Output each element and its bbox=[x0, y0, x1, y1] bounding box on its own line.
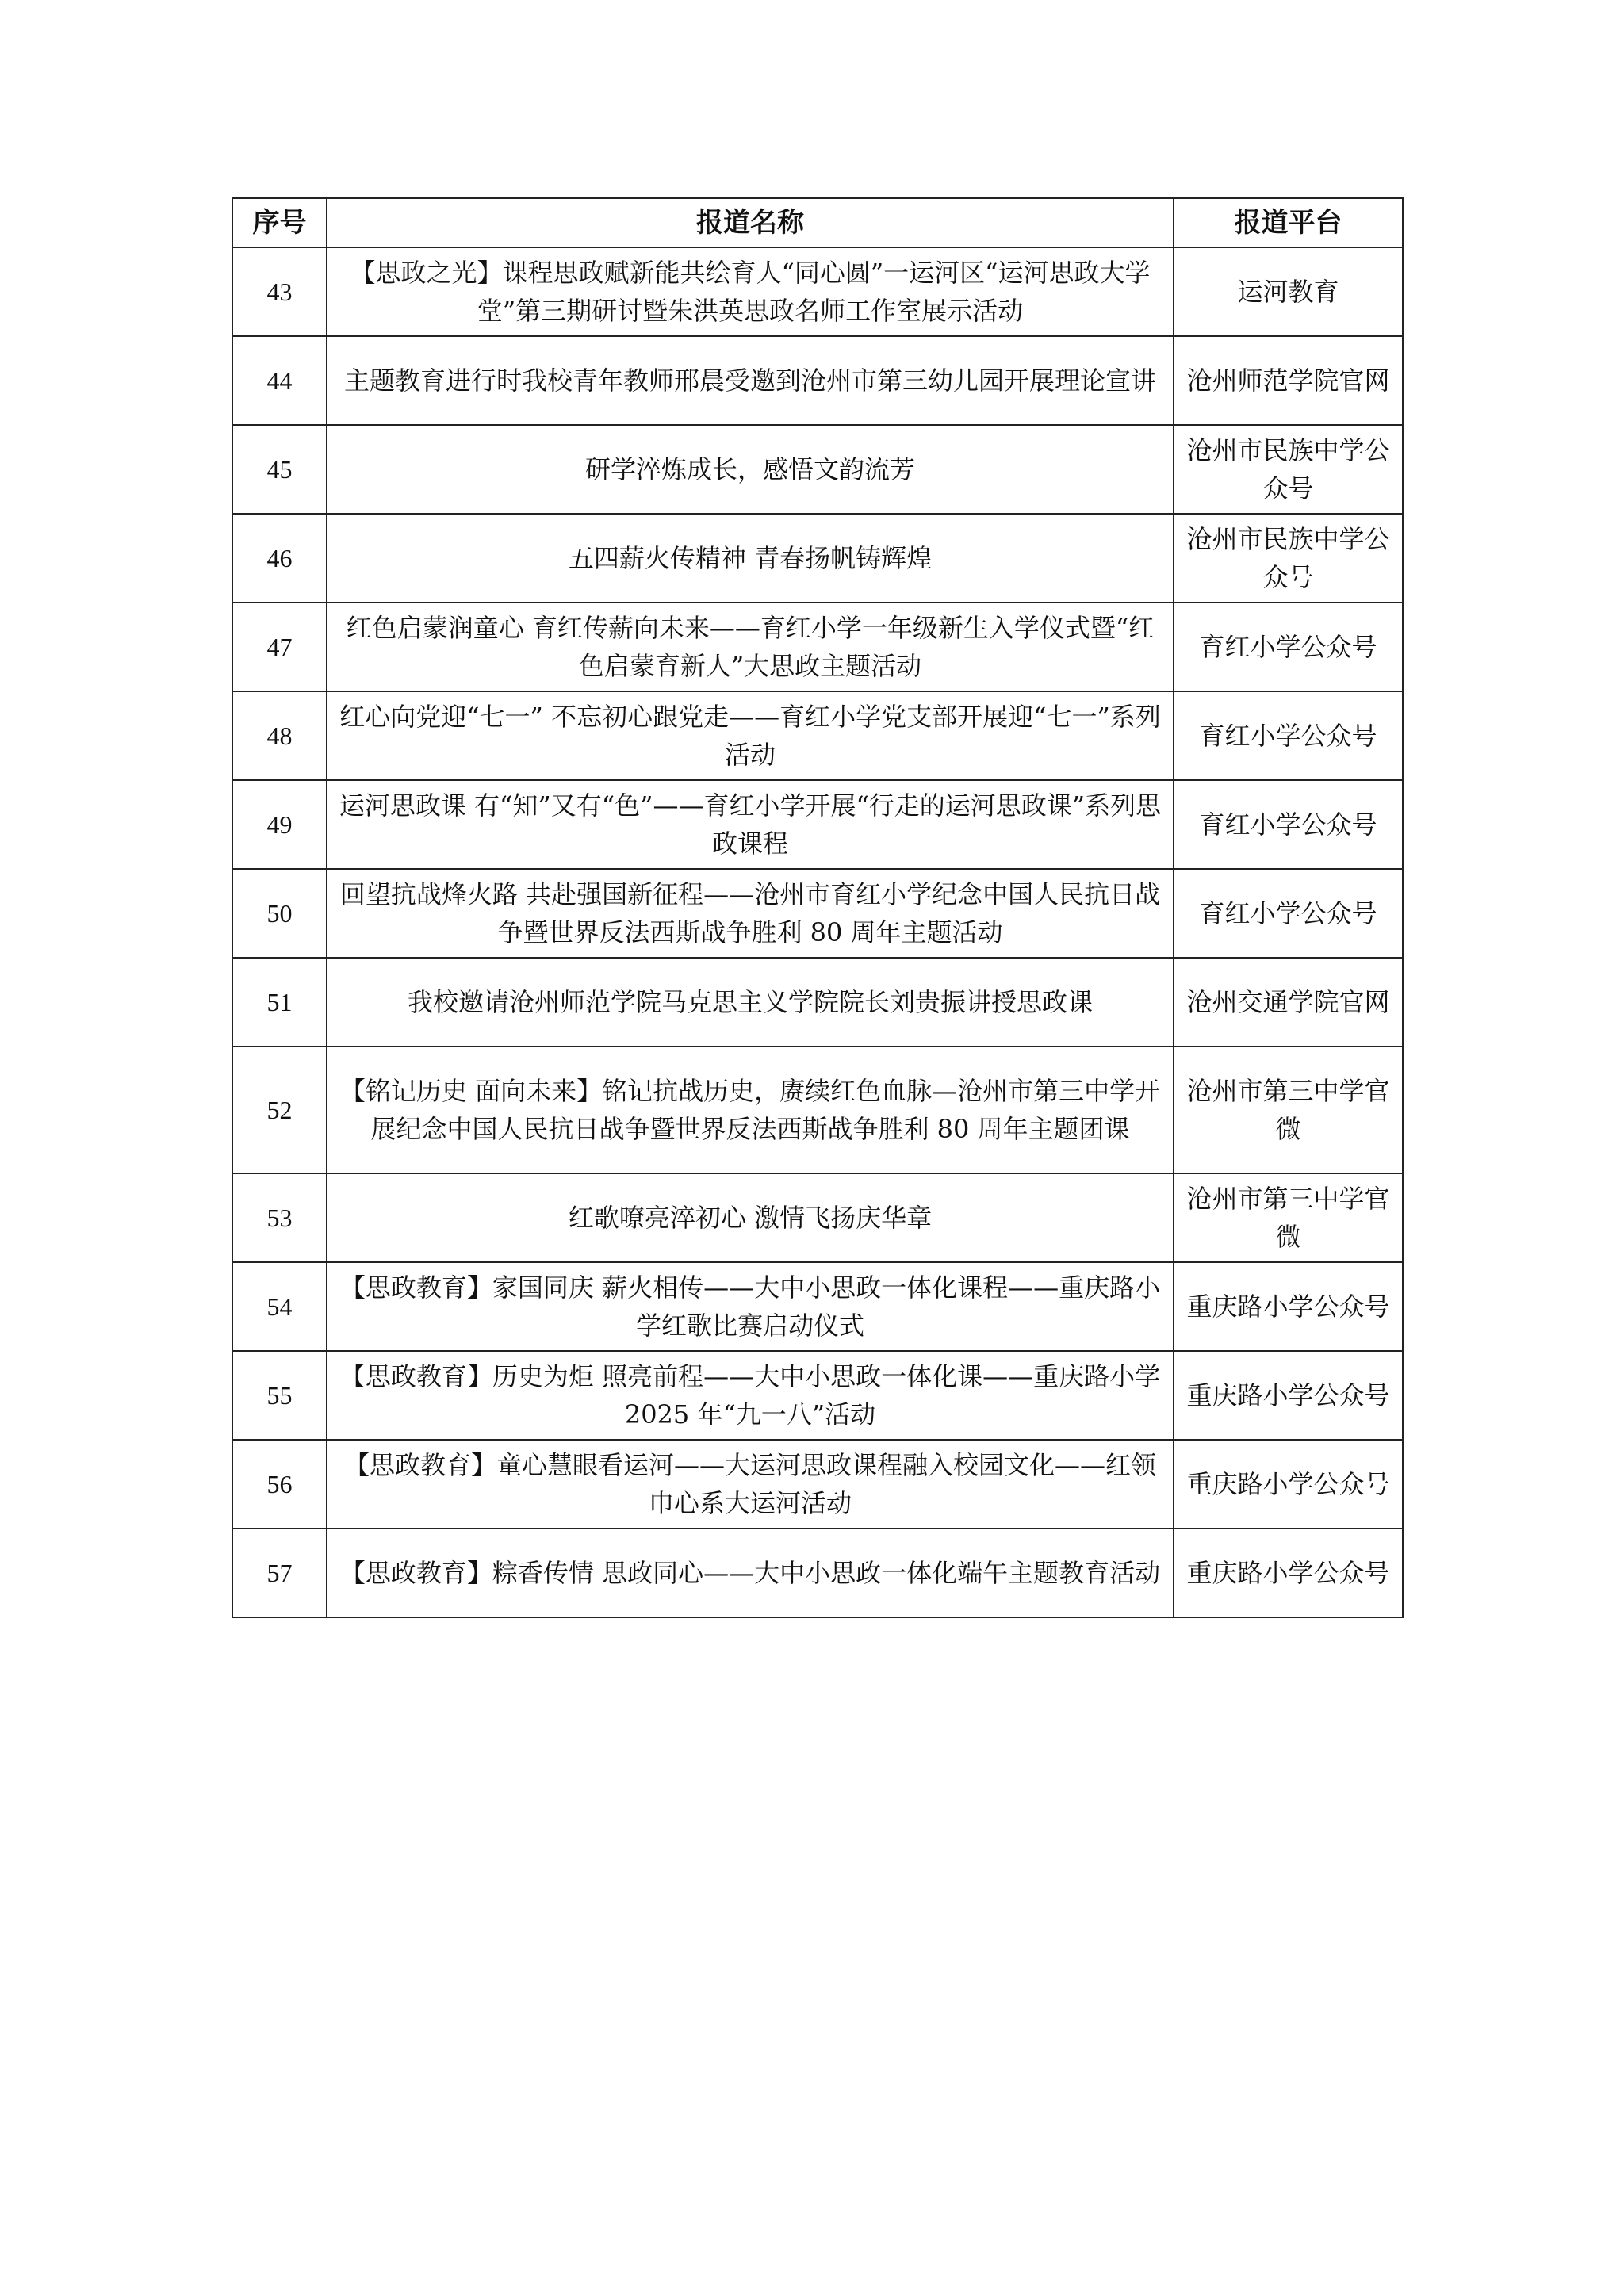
table-row bbox=[232, 780, 1403, 869]
report-platform: 沧州师范学院官网 bbox=[1174, 336, 1403, 425]
row-number: 55 bbox=[232, 1351, 327, 1440]
column-header-platform: 报道平台 bbox=[1174, 198, 1403, 247]
row-number: 47 bbox=[232, 603, 327, 691]
table-row bbox=[232, 958, 1403, 1047]
report-title: 【思政教育】童心慧眼看运河——大运河思政课程融入校园文化——红领巾心系大运河活动 bbox=[327, 1440, 1174, 1529]
table-row bbox=[232, 1440, 1403, 1529]
report-title: 研学淬炼成长，感悟文韵流芳 bbox=[327, 425, 1174, 514]
row-number: 57 bbox=[232, 1529, 327, 1617]
report-platform: 育红小学公众号 bbox=[1174, 780, 1403, 869]
table-row bbox=[232, 514, 1403, 603]
report-table bbox=[232, 197, 1404, 1618]
table-row bbox=[232, 691, 1403, 780]
report-title: 红心向党迎“七一” 不忘初心跟党走——育红小学党支部开展迎“七一”系列活动 bbox=[327, 691, 1174, 780]
report-title: 【思政教育】历史为炬 照亮前程——大中小思政一体化课——重庆路小学 2025 年“九一八”活动 bbox=[327, 1351, 1174, 1440]
report-title: 【思政之光】课程思政赋新能共绘育人“同心圆”一运河区“运河思政大学堂”第三期研讨暨朱洪英思政名师工作室展示活动 bbox=[327, 247, 1174, 336]
table-row bbox=[232, 336, 1403, 425]
table-row bbox=[232, 1173, 1403, 1262]
table-row bbox=[232, 1351, 1403, 1440]
report-platform: 沧州交通学院官网 bbox=[1174, 958, 1403, 1047]
table-row bbox=[232, 603, 1403, 691]
report-platform: 沧州市民族中学公众号 bbox=[1174, 425, 1403, 514]
table-row bbox=[232, 1047, 1403, 1173]
row-number: 45 bbox=[232, 425, 327, 514]
row-number: 56 bbox=[232, 1440, 327, 1529]
row-number: 52 bbox=[232, 1047, 327, 1173]
table-row bbox=[232, 425, 1403, 514]
table-row bbox=[232, 1529, 1403, 1617]
report-title: 【思政教育】粽香传情 思政同心——大中小思政一体化端午主题教育活动 bbox=[327, 1529, 1174, 1617]
row-number: 50 bbox=[232, 869, 327, 958]
table-row bbox=[232, 1262, 1403, 1351]
report-platform: 育红小学公众号 bbox=[1174, 603, 1403, 691]
report-platform: 沧州市第三中学官微 bbox=[1174, 1047, 1403, 1173]
report-title: 红歌嘹亮淬初心 激情飞扬庆华章 bbox=[327, 1173, 1174, 1262]
report-platform: 沧州市民族中学公众号 bbox=[1174, 514, 1403, 603]
report-title: 五四薪火传精神 青春扬帆铸辉煌 bbox=[327, 514, 1174, 603]
report-title: 【铭记历史 面向未来】铭记抗战历史，赓续红色血脉—沧州市第三中学开展纪念中国人民抗日战争暨世界反法西斯战争胜利 80 周年主题团课 bbox=[327, 1047, 1174, 1173]
report-title: 主题教育进行时我校青年教师邢晨受邀到沧州市第三幼儿园开展理论宣讲 bbox=[327, 336, 1174, 425]
table-row bbox=[232, 247, 1403, 336]
column-header-number: 序号 bbox=[232, 198, 327, 247]
report-title: 红色启蒙润童心 育红传薪向未来——育红小学一年级新生入学仪式暨“红色启蒙育新人”大思政主题活动 bbox=[327, 603, 1174, 691]
report-platform: 重庆路小学公众号 bbox=[1174, 1262, 1403, 1351]
row-number: 49 bbox=[232, 780, 327, 869]
table-row bbox=[232, 869, 1403, 958]
report-platform: 重庆路小学公众号 bbox=[1174, 1529, 1403, 1617]
report-title: 【思政教育】家国同庆 薪火相传——大中小思政一体化课程——重庆路小学红歌比赛启动仪式 bbox=[327, 1262, 1174, 1351]
report-platform: 重庆路小学公众号 bbox=[1174, 1351, 1403, 1440]
report-platform: 重庆路小学公众号 bbox=[1174, 1440, 1403, 1529]
row-number: 44 bbox=[232, 336, 327, 425]
row-number: 48 bbox=[232, 691, 327, 780]
column-header-title: 报道名称 bbox=[327, 198, 1174, 247]
table-header-row bbox=[232, 198, 1403, 247]
row-number: 43 bbox=[232, 247, 327, 336]
row-number: 54 bbox=[232, 1262, 327, 1351]
row-number: 46 bbox=[232, 514, 327, 603]
report-title: 运河思政课 有“知”又有“色”——育红小学开展“行走的运河思政课”系列思政课程 bbox=[327, 780, 1174, 869]
row-number: 53 bbox=[232, 1173, 327, 1262]
report-title: 回望抗战烽火路 共赴强国新征程——沧州市育红小学纪念中国人民抗日战争暨世界反法西斯战争胜利 80 周年主题活动 bbox=[327, 869, 1174, 958]
report-platform: 育红小学公众号 bbox=[1174, 869, 1403, 958]
report-platform: 沧州市第三中学官微 bbox=[1174, 1173, 1403, 1262]
row-number: 51 bbox=[232, 958, 327, 1047]
report-platform: 育红小学公众号 bbox=[1174, 691, 1403, 780]
report-platform: 运河教育 bbox=[1174, 247, 1403, 336]
report-title: 我校邀请沧州师范学院马克思主义学院院长刘贵振讲授思政课 bbox=[327, 958, 1174, 1047]
